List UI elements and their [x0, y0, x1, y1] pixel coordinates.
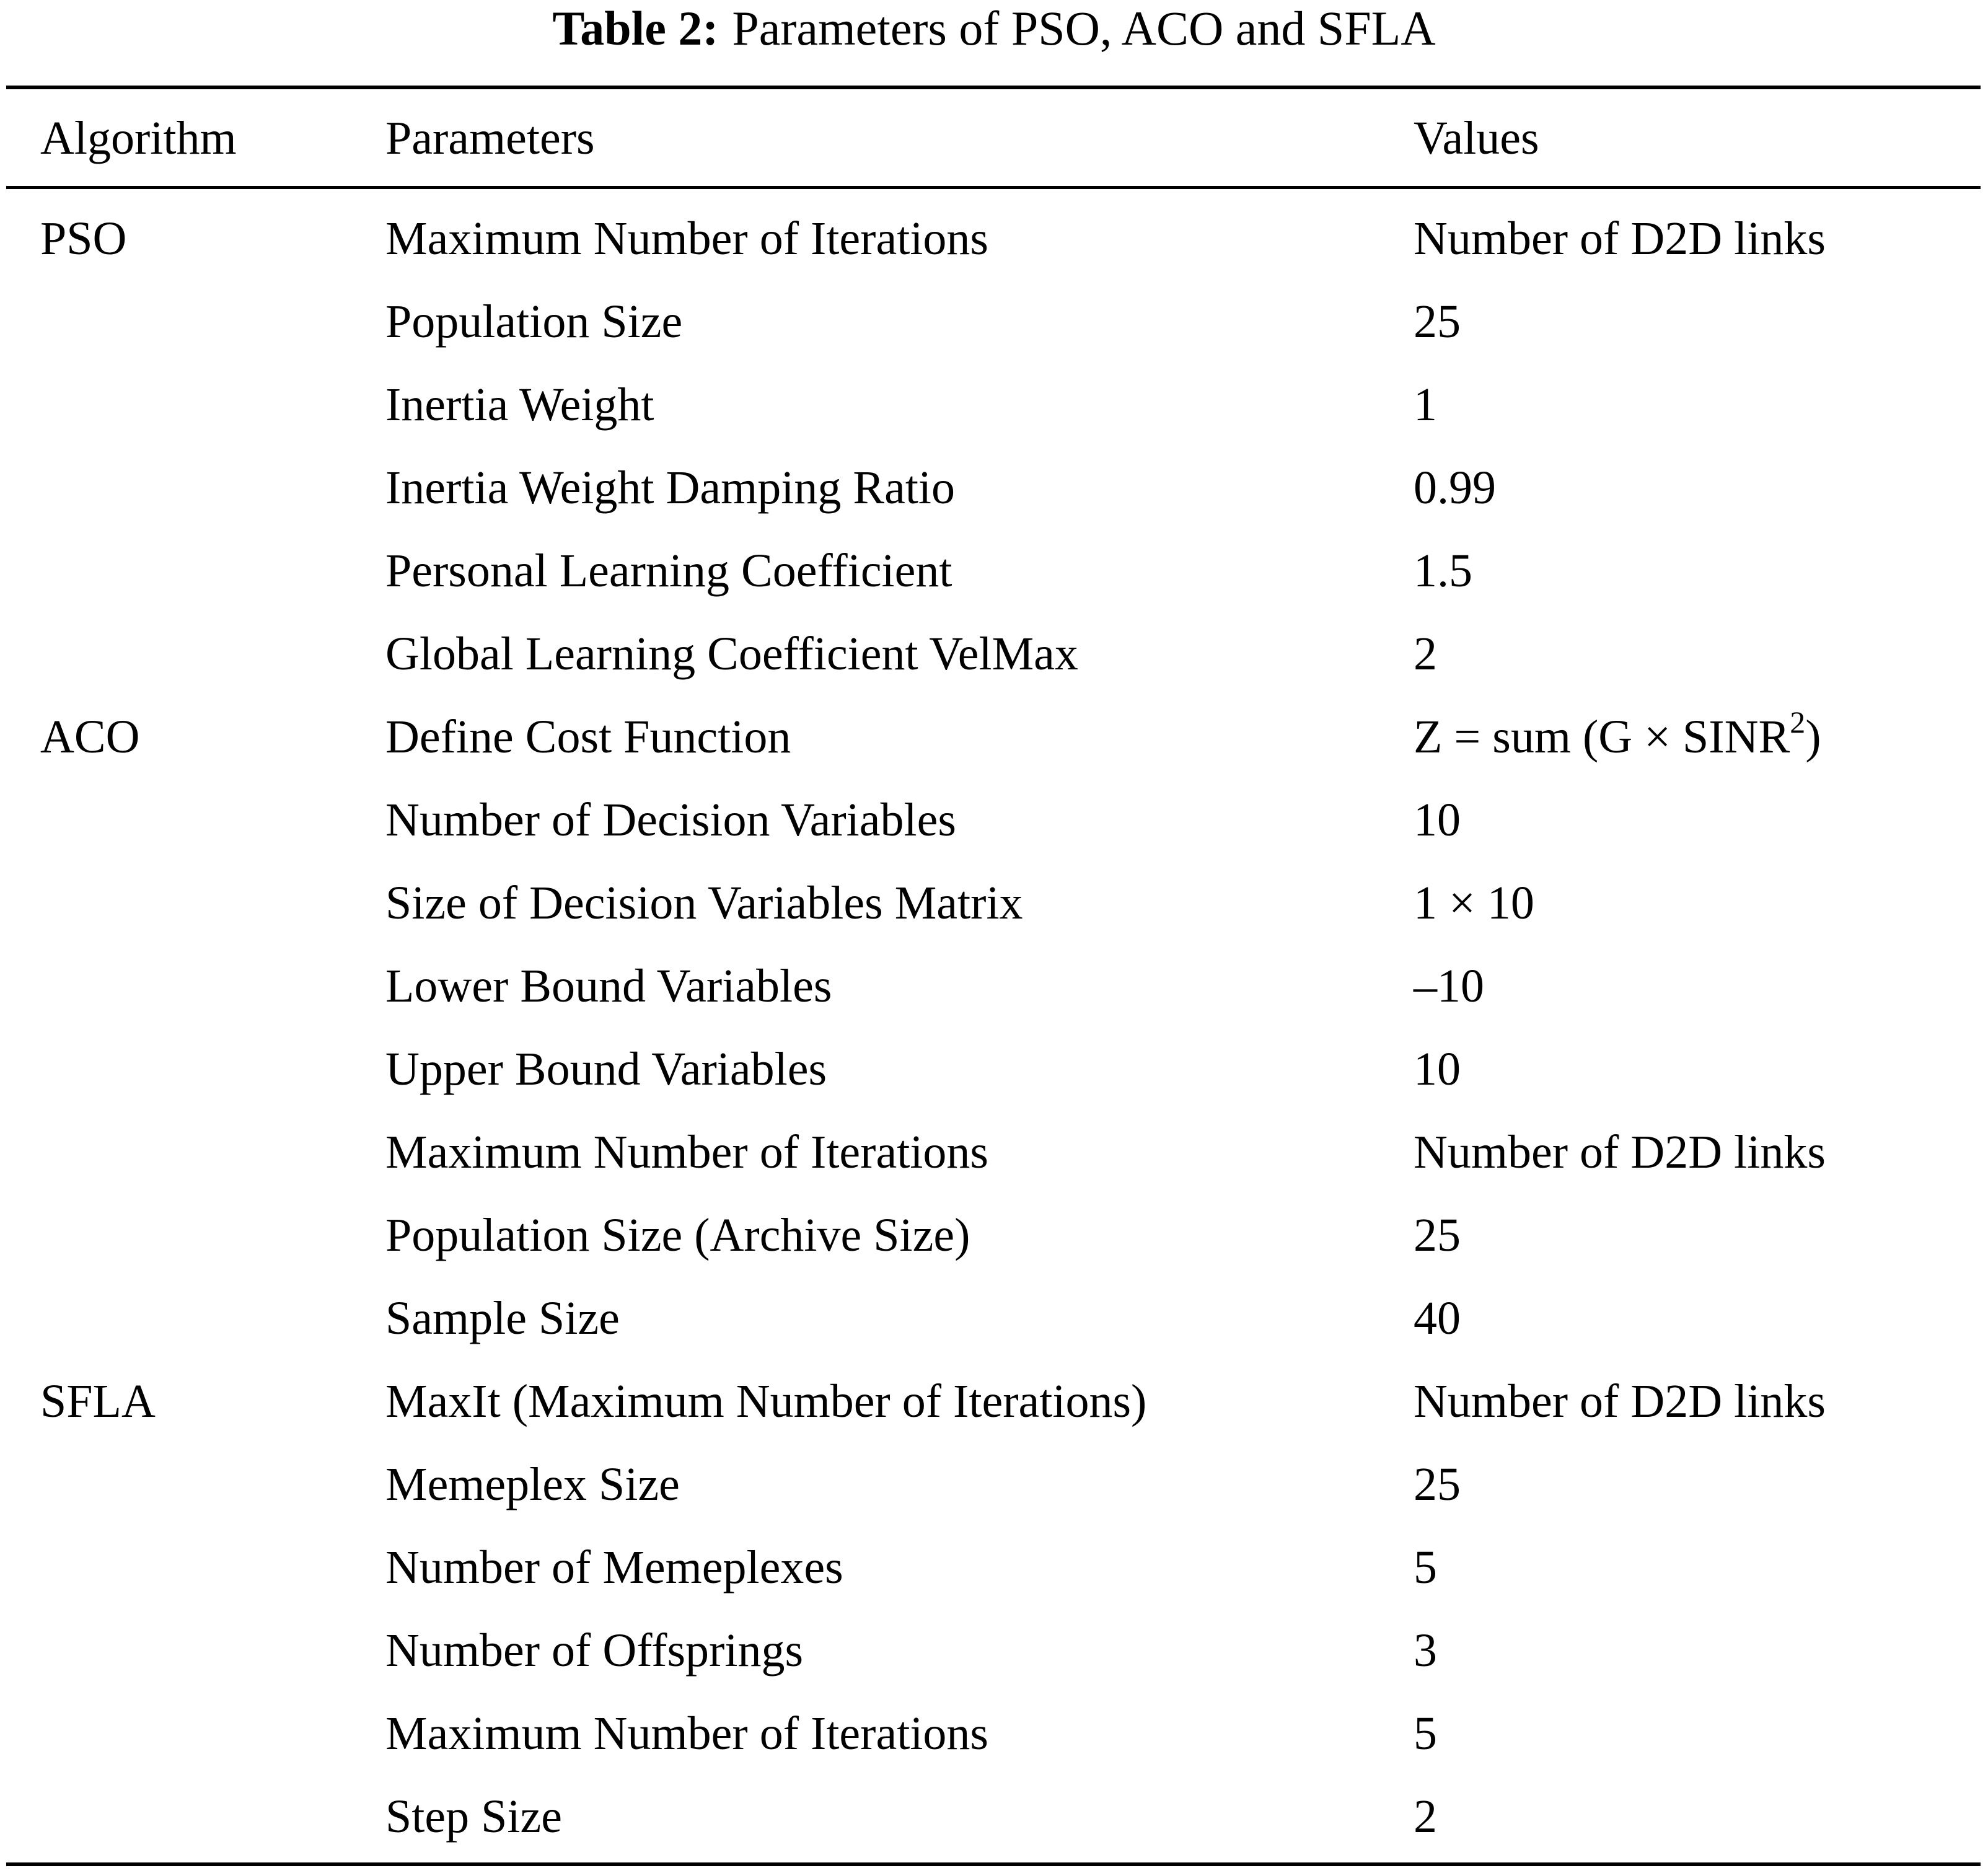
value-text: 1.5 — [1414, 545, 1472, 597]
table-row — [0, 695, 1988, 778]
parameter-cell: Step Size — [385, 1791, 562, 1843]
table-row — [0, 1360, 1988, 1443]
parameter-cell: Global Learning Coefficient VelMax — [385, 628, 1078, 680]
value-tail: ) — [1805, 711, 1821, 763]
parameter-cell: Maximum Number of Iterations — [385, 213, 989, 265]
value-cell — [1414, 778, 1461, 862]
algorithm-cell: SFLA — [40, 1375, 156, 1427]
value-text: 5 — [1414, 1541, 1437, 1593]
table-row — [0, 529, 1988, 612]
value-text: 1 × 10 — [1414, 877, 1534, 929]
value-text: 5 — [1414, 1708, 1437, 1760]
bottom-rule — [6, 1862, 1981, 1866]
table-row — [0, 862, 1988, 945]
value-cell — [1414, 1028, 1461, 1111]
table-row — [0, 612, 1988, 695]
parameter-cell: Size of Decision Variables Matrix — [385, 877, 1023, 929]
algorithm-cell: PSO — [40, 213, 127, 265]
table-row — [0, 778, 1988, 862]
top-rule — [6, 86, 1981, 89]
column-header-values: Values — [1414, 112, 1539, 164]
value-text: 1 — [1414, 379, 1437, 431]
value-cell — [1414, 1360, 1826, 1443]
table-row — [0, 197, 1988, 280]
table-header-row — [0, 97, 1988, 180]
table-row — [0, 1194, 1988, 1277]
value-cell — [1414, 197, 1826, 280]
value-cell — [1414, 446, 1496, 529]
table-row — [0, 1028, 1988, 1111]
table-row — [0, 1692, 1988, 1775]
table-row — [0, 945, 1988, 1028]
table-row — [0, 1609, 1988, 1692]
value-cell — [1414, 862, 1534, 945]
algorithm-cell: ACO — [40, 711, 140, 763]
value-cell — [1414, 1692, 1437, 1775]
value-cell — [1414, 1194, 1461, 1277]
table-row — [0, 1443, 1988, 1526]
value-text: Number of D2D links — [1414, 213, 1826, 265]
parameter-cell: Maximum Number of Iterations — [385, 1126, 989, 1178]
value-text: 25 — [1414, 296, 1461, 348]
value-text: 40 — [1414, 1292, 1461, 1344]
table-caption — [0, 0, 1988, 62]
caption-label: Table 2: — [552, 1, 719, 55]
parameter-cell: Number of Offsprings — [385, 1624, 804, 1677]
parameter-cell: Inertia Weight — [385, 379, 654, 431]
value-cell — [1414, 529, 1472, 612]
value-cell — [1414, 945, 1484, 1028]
value-cell — [1414, 1609, 1437, 1692]
value-cell — [1414, 280, 1461, 363]
table-row — [0, 1277, 1988, 1360]
value-text: 25 — [1414, 1209, 1461, 1261]
value-cell — [1414, 1775, 1437, 1858]
table-row — [0, 1111, 1988, 1194]
table-row — [0, 280, 1988, 363]
parameter-cell: Sample Size — [385, 1292, 620, 1344]
value-text: 0.99 — [1414, 462, 1496, 514]
value-superscript: 2 — [1790, 704, 1806, 739]
column-header-parameters: Parameters — [385, 112, 595, 164]
value-text: Z = sum (G × SINR — [1414, 711, 1790, 763]
parameter-cell: Personal Learning Coefficient — [385, 545, 952, 597]
value-cell — [1414, 1526, 1437, 1609]
parameter-cell: Define Cost Function — [385, 711, 791, 763]
value-text: 2 — [1414, 628, 1437, 680]
table-row — [0, 363, 1988, 446]
column-header-algorithm: Algorithm — [40, 112, 237, 164]
parameter-cell: MaxIt (Maximum Number of Iterations) — [385, 1375, 1147, 1427]
header-rule — [6, 186, 1981, 189]
parameter-cell: Population Size (Archive Size) — [385, 1209, 970, 1261]
value-text: 2 — [1414, 1791, 1437, 1843]
parameter-cell: Number of Decision Variables — [385, 794, 956, 846]
value-cell — [1414, 1443, 1461, 1526]
parameter-cell: Maximum Number of Iterations — [385, 1708, 989, 1760]
value-text: 10 — [1414, 1043, 1461, 1095]
parameter-cell: Lower Bound Variables — [385, 960, 832, 1012]
value-cell — [1414, 1277, 1461, 1360]
table-row — [0, 446, 1988, 529]
caption-title: Parameters of PSO, ACO and SFLA — [732, 1, 1436, 55]
parameter-cell: Inertia Weight Damping Ratio — [385, 462, 956, 514]
value-text: Number of D2D links — [1414, 1126, 1826, 1178]
value-text: 25 — [1414, 1458, 1461, 1510]
value-text: Number of D2D links — [1414, 1375, 1826, 1427]
parameter-cell: Memeplex Size — [385, 1458, 680, 1510]
value-cell — [1414, 363, 1437, 446]
value-cell — [1414, 1111, 1826, 1194]
table-row — [0, 1526, 1988, 1609]
value-cell — [1414, 695, 1821, 778]
parameter-cell: Population Size — [385, 296, 683, 348]
value-cell — [1414, 612, 1437, 695]
parameter-cell: Upper Bound Variables — [385, 1043, 827, 1095]
value-text: 10 — [1414, 794, 1461, 846]
value-text: –10 — [1414, 960, 1484, 1012]
parameter-cell: Number of Memeplexes — [385, 1541, 843, 1593]
table-row — [0, 1775, 1988, 1858]
value-text: 3 — [1414, 1624, 1437, 1677]
